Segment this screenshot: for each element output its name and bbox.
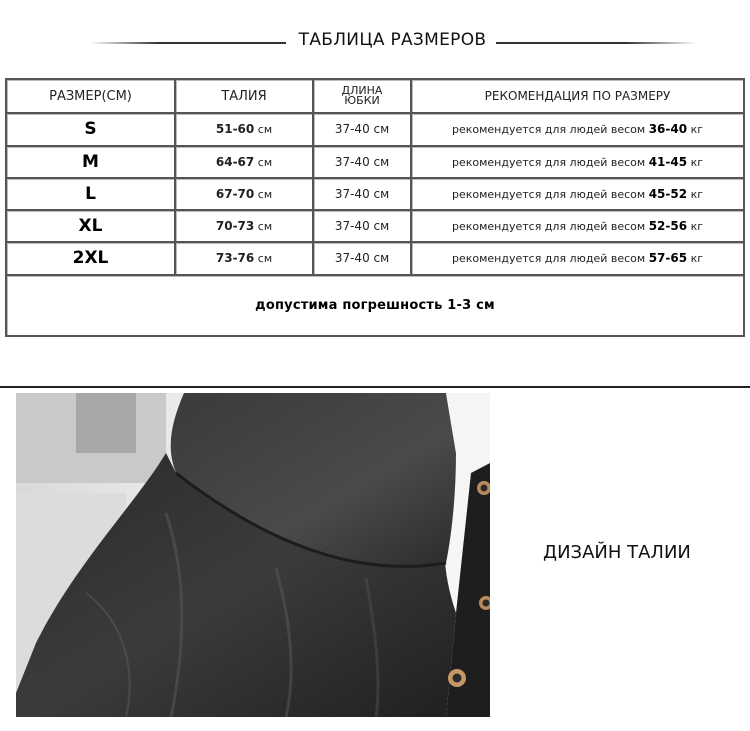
waist-unit: см [257, 252, 273, 266]
table-row [6, 210, 744, 242]
waist-value: 73-76 [215, 251, 255, 266]
size-table [5, 78, 745, 337]
weight-unit: кг [690, 123, 704, 137]
waist-value: 51-60 [215, 122, 255, 137]
skirt-waist-photo [16, 393, 490, 717]
cell-size: M [6, 146, 175, 178]
table-row [6, 242, 744, 274]
waist-unit: см [257, 155, 273, 169]
header-length [313, 79, 411, 113]
weight-value: 36-40 [648, 122, 688, 137]
title-row [0, 28, 750, 58]
table-row [6, 146, 744, 178]
rec-text: рекомендуется для людей весом [451, 220, 646, 234]
cell-recommendation [411, 242, 744, 274]
weight-unit: кг [690, 220, 704, 234]
cell-size: S [6, 113, 175, 145]
cell-recommendation [411, 178, 744, 210]
cell-size: XL [6, 210, 175, 242]
table-note-row [6, 275, 744, 336]
weight-value: 52-56 [648, 219, 688, 234]
weight-value: 41-45 [648, 154, 688, 169]
rec-text: рекомендуется для людей весом [451, 155, 646, 169]
header-size: РАЗМЕР(СМ) [6, 79, 175, 113]
header-length-line1: ДЛИНА [341, 84, 383, 98]
cell-waist [175, 210, 313, 242]
cell-length: 37-40 см [313, 178, 411, 210]
table-header-row [6, 79, 744, 113]
table-row [6, 178, 744, 210]
skirt-illustration [16, 393, 490, 717]
waist-value: 70-73 [215, 219, 255, 234]
weight-unit: кг [690, 155, 704, 169]
rec-text: рекомендуется для людей весом [451, 252, 646, 266]
cell-size: L [6, 178, 175, 210]
weight-unit: кг [690, 187, 704, 201]
table-row [6, 113, 744, 145]
waist-design-label: ДИЗАЙН ТАЛИИ [543, 542, 691, 563]
cell-waist [175, 242, 313, 274]
cell-waist [175, 178, 313, 210]
weight-unit: кг [690, 252, 704, 266]
waist-unit: см [257, 220, 273, 234]
cell-recommendation [411, 113, 744, 145]
weight-value: 45-52 [648, 186, 688, 201]
header-length-line2: ЮБКИ [344, 94, 380, 108]
cell-waist [175, 146, 313, 178]
cell-waist [175, 113, 313, 145]
cell-length: 37-40 см [313, 113, 411, 145]
weight-value: 57-65 [648, 251, 688, 266]
title-line-left [90, 42, 286, 44]
waist-value: 67-70 [215, 186, 255, 201]
cell-length: 37-40 см [313, 242, 411, 274]
cell-length: 37-40 см [313, 146, 411, 178]
cell-recommendation [411, 146, 744, 178]
cell-recommendation [411, 210, 744, 242]
header-recommendation: РЕКОМЕНДАЦИЯ ПО РАЗМЕРУ [411, 79, 744, 113]
page-title: ТАБЛИЦА РАЗМЕРОВ [298, 30, 487, 50]
waist-unit: см [257, 123, 273, 137]
waist-unit: см [257, 187, 273, 201]
header-waist: ТАЛИЯ [175, 79, 313, 113]
rec-text: рекомендуется для людей весом [451, 187, 646, 201]
tolerance-note: допустима погрешность 1-3 см [6, 275, 744, 336]
waist-value: 64-67 [215, 154, 255, 169]
title-line-right [496, 42, 696, 44]
cell-size: 2XL [6, 242, 175, 274]
cell-length: 37-40 см [313, 210, 411, 242]
rec-text: рекомендуется для людей весом [451, 123, 646, 137]
section-divider [0, 386, 750, 388]
